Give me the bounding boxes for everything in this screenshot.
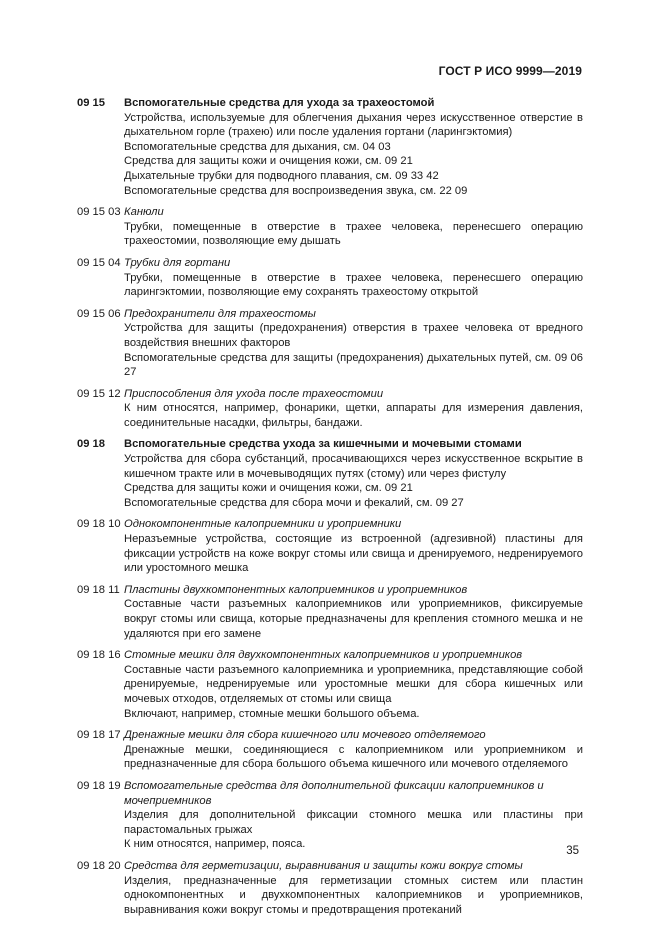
entry	[77, 728, 583, 772]
entry-title: Средства для герметизации, выравнивания и защиты кожи вокруг стомы	[124, 859, 523, 872]
entry-line: Изделия, предназначенные для герметизации стомных систем или пластин однокомпонентных и двухкомпонентных калоприемников и уроприемников, выравнивания кожи вокруг стомы и предотвращения протеканий	[124, 874, 583, 916]
entry-title: Трубки для гортани	[124, 256, 231, 269]
entry-code: 09 18 10	[77, 518, 121, 531]
entry-line: Средства для защиты кожи и очищения кожи, см. 09 21	[124, 155, 413, 168]
entry-line: Неразъемные устройства, состоящие из встроенной (адгезивной) пластины для фиксации устройств на коже вокруг стомы или свища и дренируемого, недренируемого или уростомного мешка	[124, 533, 583, 575]
entry	[77, 205, 583, 249]
entry	[77, 387, 583, 431]
entry-code: 09 15 04	[77, 256, 121, 269]
entry-code: 09 18 20	[77, 859, 121, 872]
classification-list	[77, 96, 583, 917]
entry-title: Канюли	[124, 206, 164, 219]
entry-title: Дренажные мешки для сбора кишечного или мочевого отделяемого	[124, 729, 486, 742]
entry-line: Изделия для дополнительной фиксации стомного мешка или пластины при парастомальных грыжах	[124, 809, 583, 836]
entry-code: 09 15 12	[77, 387, 121, 400]
entry-line: Устройства, используемые для облегчения дыхания через искусственное отверстие в дыхательном горле (трахею) или после удаления гортани (ларингэктомия)	[124, 111, 583, 139]
entry-code: 09 15 03	[77, 206, 121, 219]
entry-line: Составные части разъемных калоприемников или уроприемников, фиксируемые вокруг стомы или свища, которые предназначены для крепления стомного мешка и не удаляются при его замене	[124, 598, 583, 640]
entry-line: Устройства для защиты (предохранения) отверстия в трахее человека от вредного воздействия внешних факторов	[124, 322, 583, 349]
entry-code: 09 15	[77, 97, 105, 109]
entry-code: 09 18	[77, 438, 105, 451]
entry-line: Составные части разъемного калоприемника и уроприемника, представляющие собой дренируемые, недренируемые или уростомные мешки для сбора кишечных или мочевых отходов, отделяемых от стомы или свища	[124, 663, 583, 705]
entry	[77, 256, 583, 300]
entry-line: Дренажные мешки, соединяющиеся с калоприемником или уроприемником и предназначенные для сбора большого объема кишечного или мочевого отделяемого	[124, 743, 583, 771]
entry-line: Трубки, помещенные в отверстие в трахее человека, перенесшего операцию трахеостомии, позволяющие ему дышать	[124, 220, 583, 248]
entry-line: Вспомогательные средства для воспроизведения звука, см. 22 09	[124, 184, 468, 197]
entry-code: 09 18 11	[77, 583, 120, 596]
entry-title: Приспособления для ухода после трахеостомии	[124, 387, 384, 400]
entry-title: Стомные мешки для двухкомпонентных калоприемников и уроприемников	[124, 649, 523, 662]
entry	[77, 583, 583, 641]
entry	[77, 517, 583, 575]
entry-title: Вспомогательные средства ухода за кишечными и мочевыми стомами	[124, 438, 522, 451]
entry-line: Трубки, помещенные в отверстие в трахее человека, перенесшего операцию ларингэктомии, позволяющие ему сохранять трахеостому открытой	[124, 271, 583, 299]
entry-code: 09 18 19	[77, 779, 121, 792]
entry-line: Средства для защиты кожи и очищения кожи, см. 09 21	[124, 482, 413, 495]
entry	[77, 779, 583, 852]
entry-title: Вспомогательные средства для дополнительной фиксации калоприемников и мочеприемников	[124, 779, 544, 807]
entry-title: Вспомогательные средства для ухода за трахеостомой	[124, 97, 435, 109]
entry-code: 09 18 16	[77, 649, 121, 662]
entry-title: Предохранители для трахеостомы	[124, 307, 316, 320]
entry-line: Вспомогательные средства для дыхания, см. 04 03	[124, 140, 391, 153]
entry-title: Однокомпонентные калоприемники и уроприемники	[124, 518, 402, 531]
entry-title: Пластины двухкомпонентных калоприемников и уроприемников	[124, 583, 468, 596]
entry-line: Включают, например, стомные мешки большого объема.	[124, 707, 420, 720]
document-header: ГОСТ Р ИСО 9999—2019	[438, 64, 582, 78]
entry-line: К ним относятся, например, пояса.	[124, 838, 306, 851]
entry	[77, 307, 583, 380]
entry	[77, 437, 583, 510]
entry-line: Дыхательные трубки для подводного плавания, см. 09 33 42	[124, 169, 439, 182]
entry	[77, 96, 583, 198]
entry	[77, 859, 583, 917]
entry-line: Устройства для сбора субстанций, просачивающихся через искусственное вскрытие в кишечном тракте или в мочевыводящих путях (стому) или через фистулу	[124, 453, 583, 480]
entry-line: Вспомогательные средства для сбора мочи и фекалий, см. 09 27	[124, 496, 464, 509]
entry-line: Вспомогательные средства для защиты (предохранения) дыхательных путей, см. 09 06 27	[124, 351, 583, 379]
page-number: 35	[566, 845, 579, 857]
entry-code: 09 18 17	[77, 729, 121, 742]
entry-code: 09 15 06	[77, 307, 121, 320]
entry-line: К ним относятся, например, фонарики, щетки, аппараты для измерения давления, соединительные насадки, фильтры, бандажи.	[124, 402, 583, 429]
entry	[77, 648, 583, 721]
